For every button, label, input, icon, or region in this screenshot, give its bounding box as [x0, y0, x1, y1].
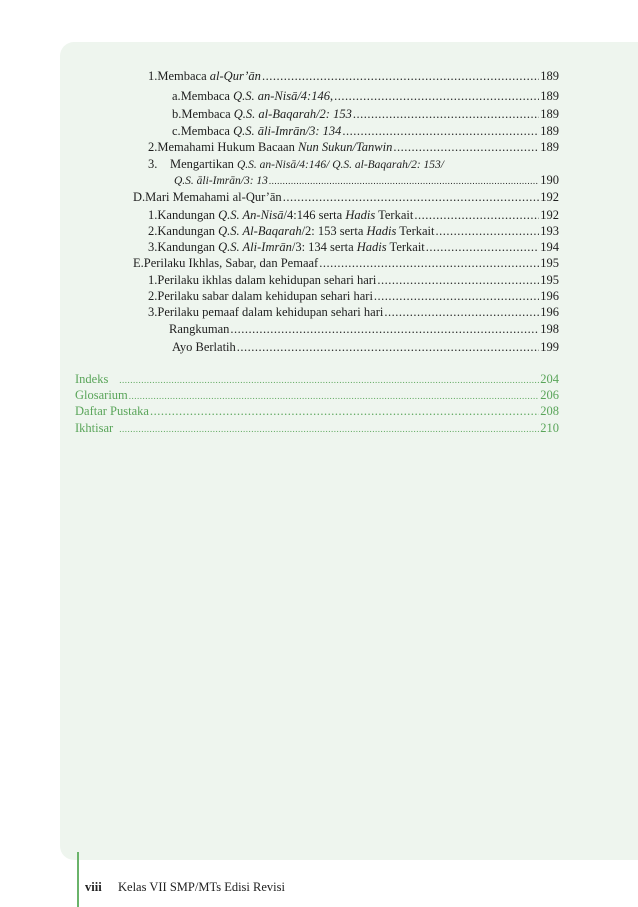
toc-page: 189: [540, 107, 559, 121]
toc-title: Kandungan Q.S. Al-Baqarah/2: 153 serta Hadis Terkait: [157, 224, 435, 238]
toc-title: Q.S. āli-Imrān/3: 13: [174, 175, 268, 187]
toc-entry[interactable]: [148, 273, 559, 288]
toc-number: c.: [172, 124, 181, 138]
appendix-title: Indeks: [75, 372, 109, 386]
dot-leader: [374, 289, 539, 304]
toc-entry[interactable]: [172, 107, 559, 122]
dot-leader: [269, 174, 539, 189]
toc-entry[interactable]: [148, 305, 559, 320]
toc-title: Perilaku ikhlas dalam kehidupan sehari hari: [157, 273, 377, 287]
toc-title: Membaca al-Qur’ān: [157, 69, 261, 83]
toc-page: 196: [540, 305, 559, 319]
toc-page: 199: [540, 340, 559, 354]
appendix-page: 208: [540, 404, 559, 418]
toc-number: 1.: [148, 208, 158, 222]
toc-title: Perilaku sabar dalam kehidupan sehari hari: [157, 289, 373, 303]
dot-leader: [319, 256, 539, 271]
toc-number: a.: [172, 89, 181, 103]
toc-page: 189: [540, 124, 559, 138]
dot-leader: [230, 322, 539, 337]
toc-title: Mengartikan Q.S. an-Nisā/4:146/ Q.S. al-Baqarah/2: 153/: [170, 157, 444, 171]
toc-title: Mari Memahami al-Qur’ān: [145, 190, 282, 204]
toc-page: 192: [540, 190, 559, 204]
toc-title: Kandungan Q.S. Ali-Imrān/3: 134 serta Hadis Terkait: [157, 240, 425, 254]
toc-page: 198: [540, 322, 559, 336]
toc-entry[interactable]: [148, 224, 559, 239]
toc-page: 192: [540, 208, 559, 222]
toc-entry[interactable]: [133, 256, 559, 271]
toc-title: Memahami Hukum Bacaan Nun Sukun/Tanwin: [157, 140, 393, 154]
dot-leader: [129, 389, 539, 404]
toc-page: 190: [540, 173, 559, 187]
toc-title: Rangkuman: [169, 322, 230, 336]
appendix-page: 206: [540, 388, 559, 402]
toc-number: 3.: [148, 240, 158, 254]
footer-book-title: Kelas VII SMP/MTs Edisi Revisi: [118, 880, 285, 894]
dot-leader: [262, 69, 539, 84]
appendix-entry-glosarium[interactable]: [75, 388, 559, 404]
toc-entry[interactable]: [172, 124, 559, 139]
dot-leader: [237, 340, 539, 355]
dot-leader: [436, 224, 540, 239]
dot-leader: [150, 404, 539, 419]
toc-number: 1.: [148, 273, 158, 287]
appendix-page: 210: [540, 421, 559, 435]
toc-title: Perilaku pemaaf dalam kehidupan sehari hari: [157, 305, 384, 319]
toc-page: 196: [540, 289, 559, 303]
toc-entry[interactable]: [148, 240, 559, 255]
toc-page: 189: [540, 89, 559, 103]
toc-entry[interactable]: [169, 322, 559, 337]
toc-entry[interactable]: [148, 140, 559, 155]
dot-leader: [393, 140, 539, 155]
toc-title: Membaca Q.S. al-Baqarah/2: 153: [181, 107, 352, 121]
toc-title: Membaca Q.S. an-Nisā/4:146,: [180, 89, 334, 103]
toc-page: 194: [540, 240, 559, 254]
toc-entry[interactable]: [133, 190, 559, 205]
toc-page: 189: [540, 69, 559, 83]
toc-entry[interactable]: [148, 157, 559, 173]
appendix-title: Glosarium: [75, 388, 128, 402]
toc-number: E.: [133, 256, 144, 270]
dot-leader: [119, 422, 539, 437]
dot-leader: [426, 240, 539, 255]
toc-entry[interactable]: [172, 89, 559, 104]
appendix-entry-daftar-pustaka[interactable]: [75, 404, 559, 419]
toc-number: D.: [133, 190, 146, 204]
footer-divider: [77, 852, 79, 907]
appendix-title: Ikhtisar: [75, 421, 114, 435]
dot-leader: [283, 190, 540, 205]
dot-leader: [353, 107, 539, 122]
footer-page-number: viii: [85, 880, 102, 894]
appendix-title: Daftar Pustaka: [75, 404, 149, 418]
toc-title: Kandungan Q.S. An-Nisā/4:146 serta Hadis Terkait: [157, 208, 414, 222]
appendix-entry-ikhtisar[interactable]: [75, 421, 559, 437]
toc-entry[interactable]: [172, 340, 559, 355]
toc-title: Perilaku Ikhlas, Sabar, dan Pemaaf: [143, 256, 319, 270]
toc-number: 3.: [148, 157, 158, 171]
toc-number: 2.: [148, 224, 158, 238]
dot-leader: [414, 208, 539, 223]
toc-entry[interactable]: [148, 69, 559, 84]
toc-page: 195: [540, 256, 559, 270]
toc-number: 1.: [148, 69, 158, 83]
toc-entry[interactable]: [174, 173, 559, 189]
toc-entry[interactable]: [148, 289, 559, 304]
appendix-page: 204: [540, 372, 559, 386]
dot-leader: [334, 89, 539, 104]
dot-leader: [342, 124, 539, 139]
dot-leader: [384, 305, 539, 320]
toc-number: b.: [172, 107, 182, 121]
dot-leader: [119, 373, 539, 388]
toc-page: 193: [540, 224, 559, 238]
toc-number: 2.: [148, 140, 158, 154]
appendix-entry-indeks[interactable]: [75, 372, 559, 388]
dot-leader: [377, 273, 539, 288]
toc-number: 2.: [148, 289, 158, 303]
toc-title: Ayo Berlatih: [172, 340, 236, 354]
toc-number: 3.: [148, 305, 158, 319]
toc-page: 195: [540, 273, 559, 287]
toc-entry[interactable]: [148, 208, 559, 223]
toc-page: 189: [540, 140, 559, 154]
toc-title: Membaca Q.S. āli-Imrān/3: 134: [180, 124, 342, 138]
